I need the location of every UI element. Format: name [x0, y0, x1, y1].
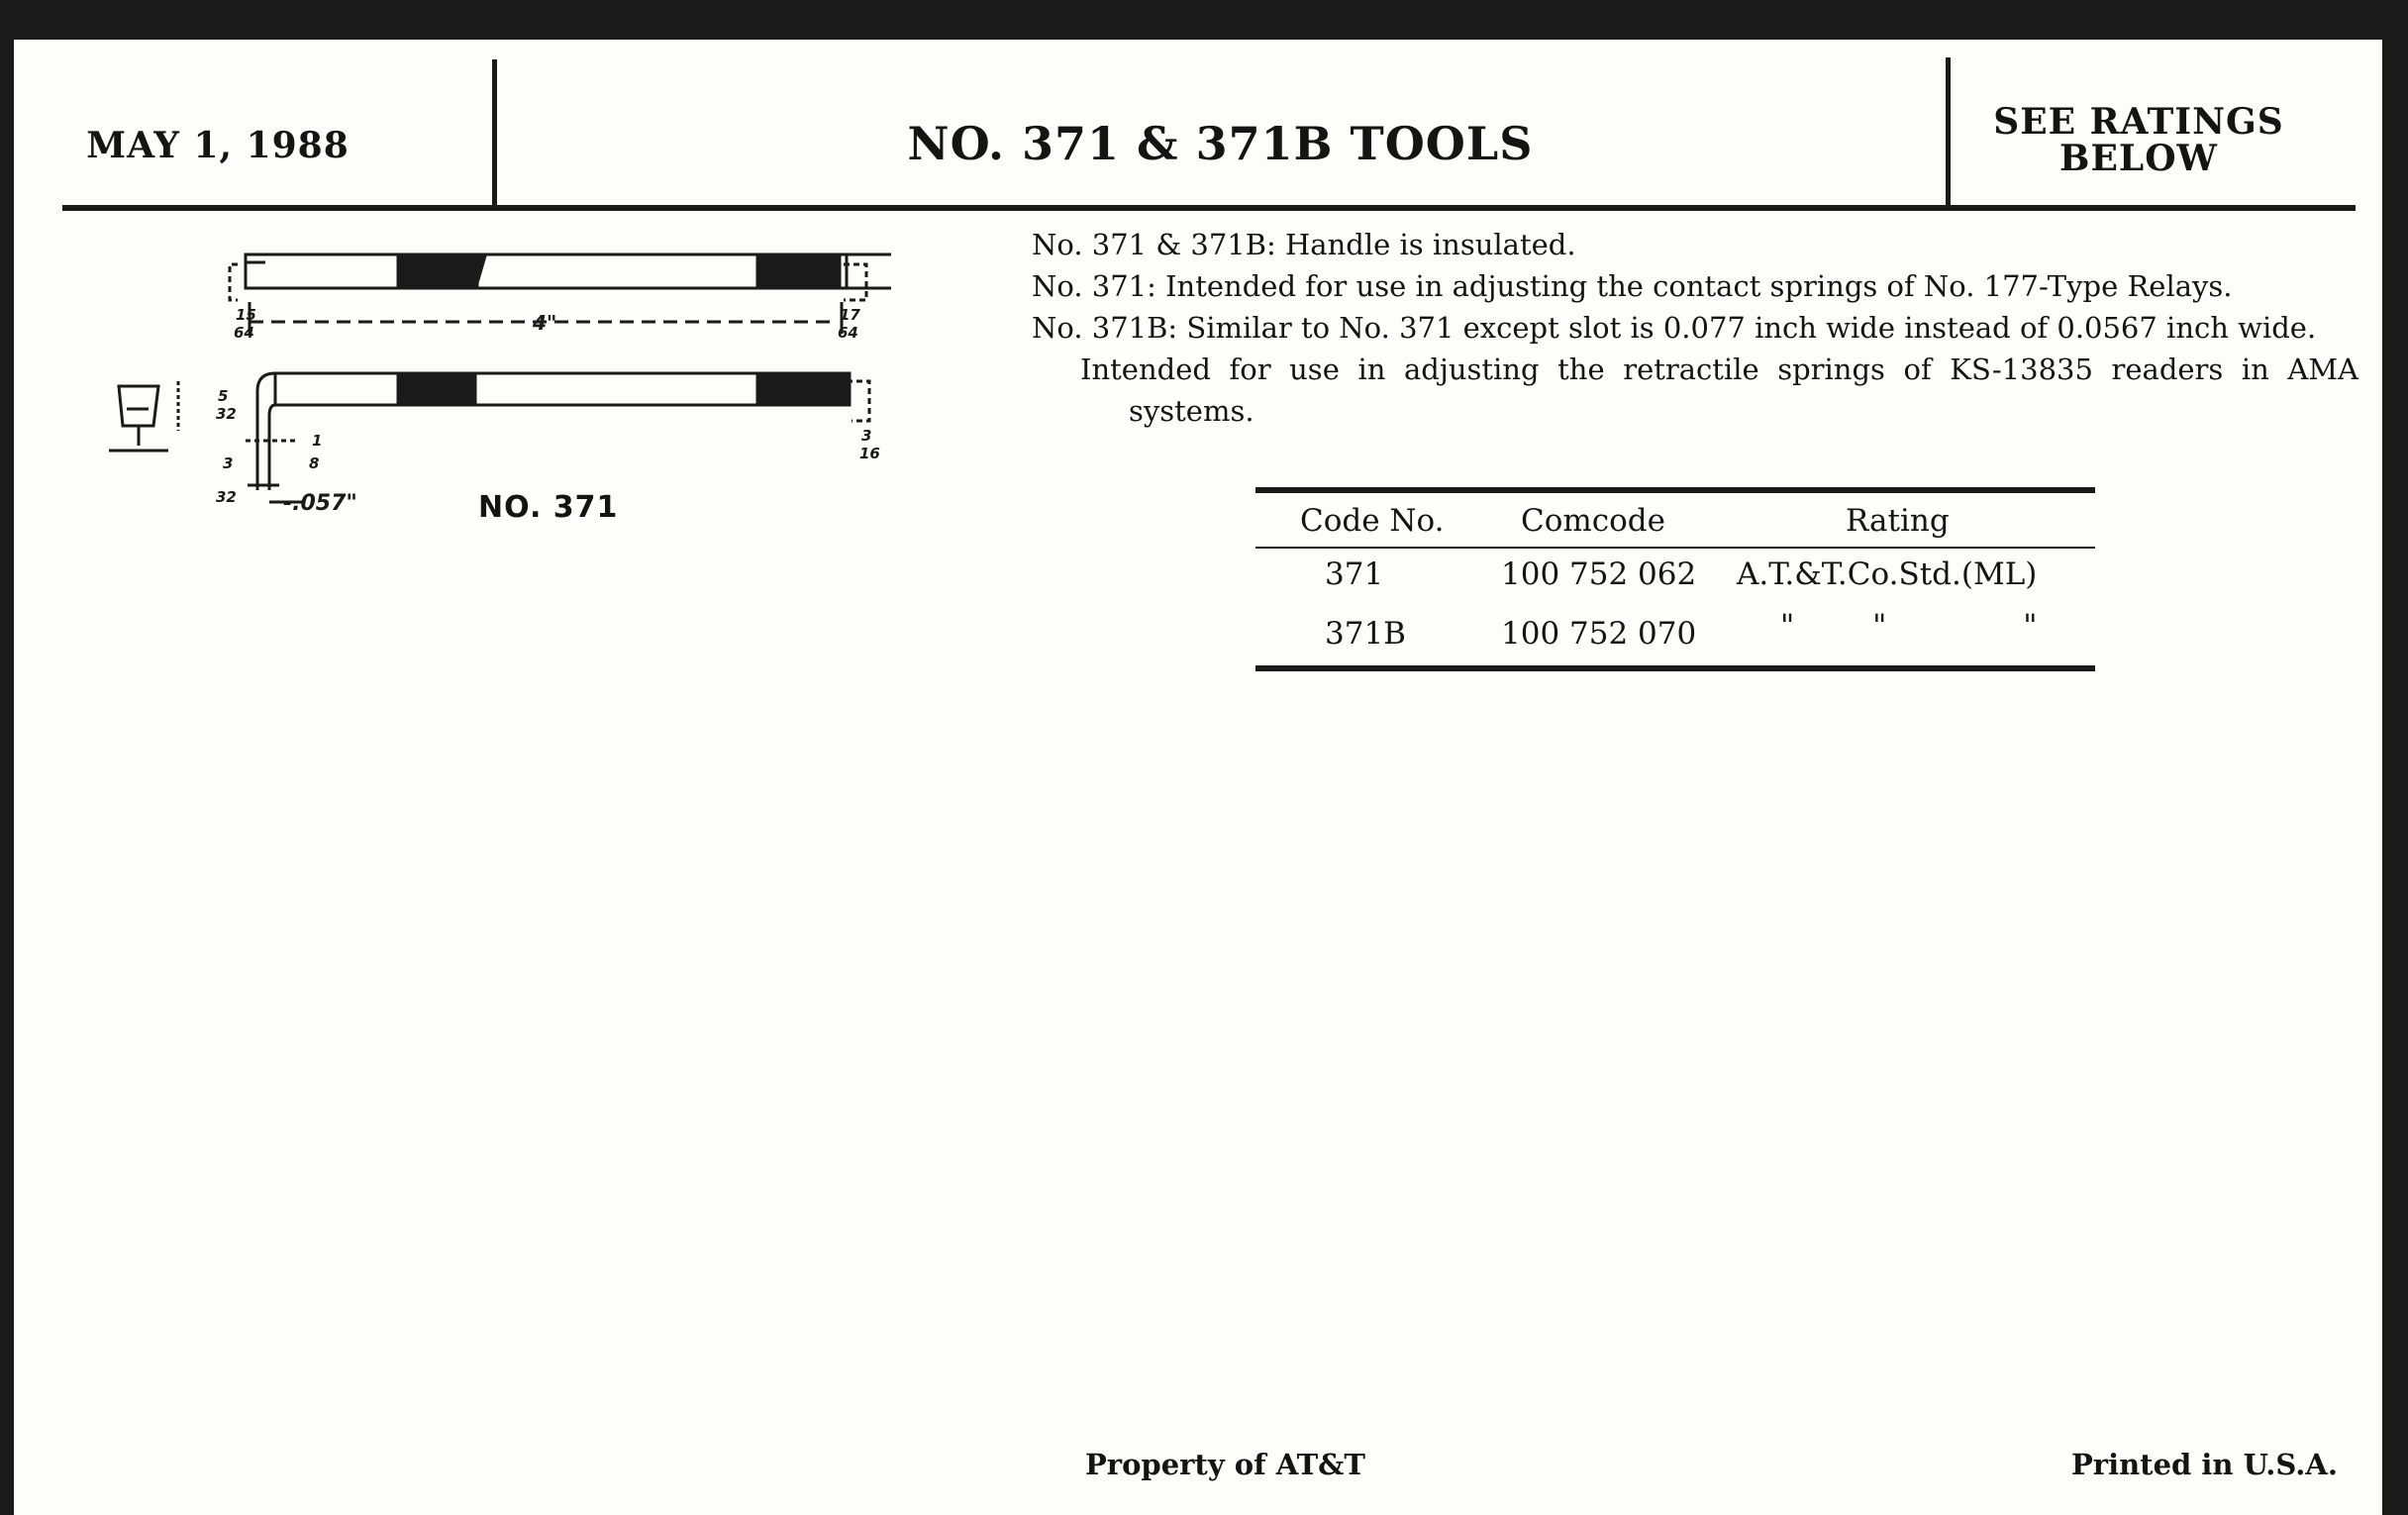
tool-side-handle-right [757, 373, 847, 405]
table-row [1255, 549, 2095, 598]
footer-property: Property of AT&T [1085, 1448, 1365, 1481]
cell-comcode: 100 752 062 [1501, 556, 1697, 592]
dim-length: 4" [533, 311, 557, 335]
rating-note-line1: SEE RATINGS [1993, 101, 2284, 143]
cell-rating: " " " [1780, 608, 2038, 644]
dim-blade-a-num: 5 [218, 387, 229, 405]
dim-slot: -.057" [283, 491, 357, 516]
dim-left-height-num: 15 [236, 306, 256, 324]
drawing-label: NO. 371 [478, 490, 619, 525]
cell-rating: A.T.&T.Co.Std.(ML) [1737, 556, 2038, 592]
description-line: No. 371: Intended for use in adjusting the contact springs of No. 177-Type Relays. [1032, 269, 2233, 303]
cell-code: 371B [1325, 616, 1406, 652]
dim-blade-c-num: 1 [312, 432, 323, 450]
description [1032, 224, 2358, 432]
scan-edge [2382, 0, 2408, 1515]
dim-hook-den: 16 [859, 445, 880, 462]
dim-right-height-num: 17 [840, 306, 860, 324]
tool-top-handle-right [757, 254, 840, 288]
table-bottom-rule [1255, 665, 2095, 671]
header-rating: Rating [1846, 503, 1950, 539]
tool-top-handle-left [398, 254, 477, 288]
dim-blade-a-den: 32 [216, 405, 237, 423]
description-line: No. 371B: Similar to No. 371 except slot is 0.077 inch wide instead of 0.0567 inch wide. [1032, 311, 2317, 345]
dim-left-height-den: 64 [234, 324, 254, 342]
dim-blade-b-num: 3 [223, 454, 234, 472]
dim-right-height-den: 64 [838, 324, 858, 342]
tool-side-handle-left [398, 373, 475, 405]
ratings-table [1255, 487, 2095, 671]
dim-hook-num: 3 [861, 427, 872, 445]
header-comcode: Comcode [1521, 503, 1665, 539]
footer-printed: Printed in U.S.A. [2071, 1448, 2338, 1481]
header-divider-left [492, 59, 497, 208]
rating-note-line2: BELOW [2059, 138, 2218, 179]
description-line: No. 371 & 371B: Handle is insulated. [1032, 228, 1576, 261]
cell-code: 371 [1325, 556, 1384, 592]
table-header-row [1255, 493, 2095, 547]
header-divider-right [1946, 57, 1951, 206]
rating-note [1965, 101, 2312, 179]
header-code: Code No. [1300, 503, 1445, 539]
cell-comcode: 100 752 070 [1501, 616, 1697, 652]
header-rule [62, 205, 2356, 211]
dim-blade-b-den: 32 [216, 488, 237, 506]
description-line: systems. [1129, 394, 1254, 428]
dim-blade-c-den: 8 [309, 454, 320, 472]
page-title: NO. 371 & 371B TOOLS [907, 117, 1534, 170]
description-line: Intended for use in adjusting the retractile springs of KS-13835 readers in AMA [1080, 353, 2358, 386]
issue-date: MAY 1, 1988 [86, 125, 350, 166]
table-row [1255, 598, 2095, 654]
